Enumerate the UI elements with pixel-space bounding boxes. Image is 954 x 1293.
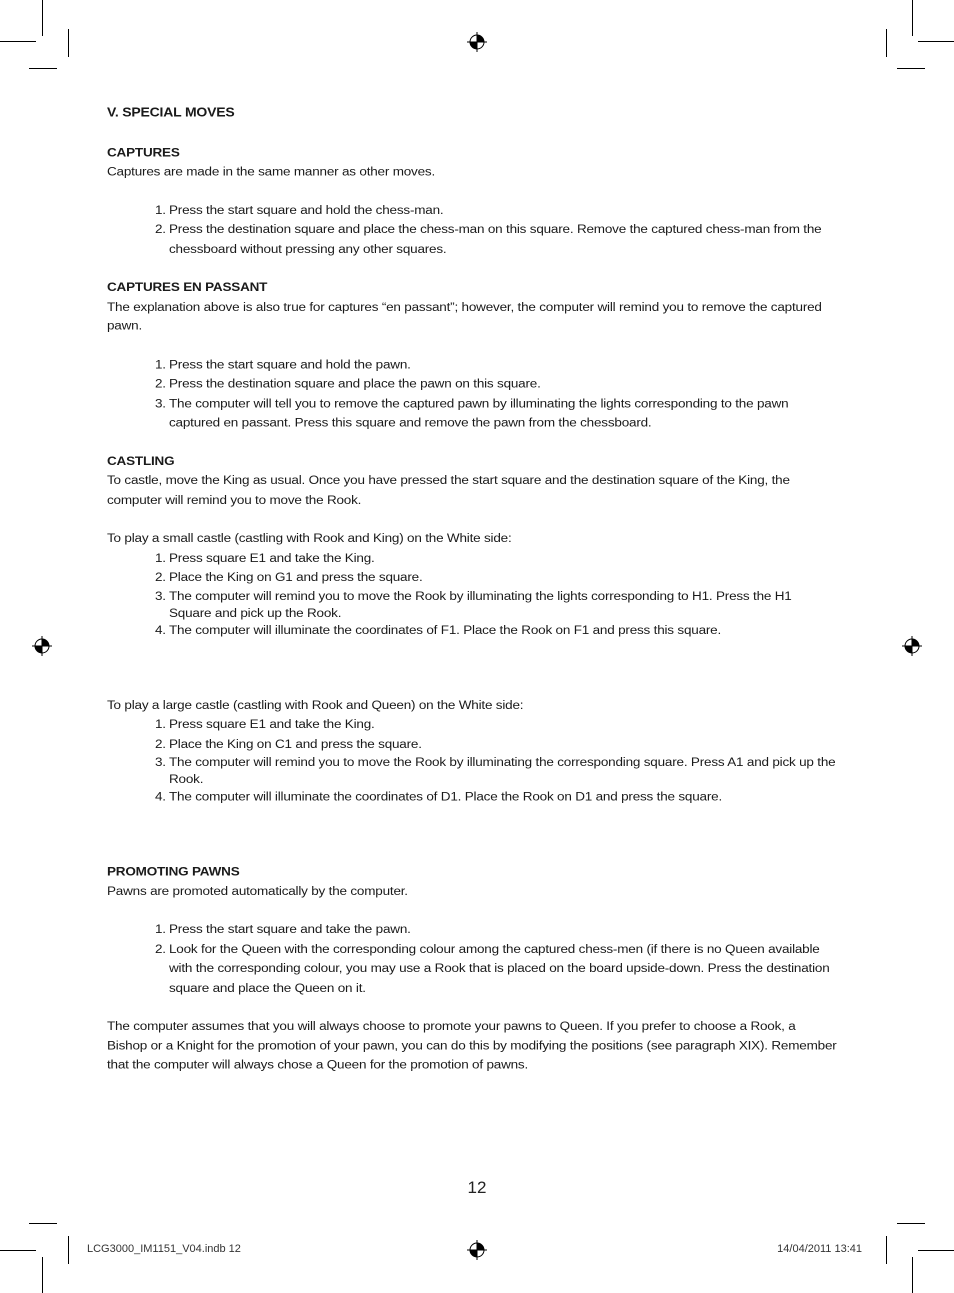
captures-intro: Captures are made in the same manner as other moves. <box>107 164 436 178</box>
crop-mark <box>912 0 913 36</box>
crop-mark <box>897 1223 925 1224</box>
list-item: 1. Press the start square and hold the pawn. <box>155 357 411 371</box>
crop-mark <box>68 29 69 57</box>
registration-mark-icon <box>467 32 487 52</box>
list-item: 1. Press the start square and take the pawn. <box>155 922 411 936</box>
slug-filename: LCG3000_IM1151_V04.indb 12 <box>87 1243 241 1255</box>
list-item: 2. Look for the Queen with the corresponding colour among the captured chess-men (if there is no Queen available with the corresponding colour, you may use a Rook that is placed on the board upside-down. Press the destination square and place the Queen on it. <box>155 941 830 995</box>
registration-mark-icon <box>902 636 922 656</box>
crop-mark <box>886 1236 887 1264</box>
list-item: 1. Press the start square and hold the chess-man. <box>155 202 444 217</box>
crop-mark <box>897 68 925 69</box>
crop-mark <box>0 41 36 42</box>
small-castle-steps <box>107 548 837 638</box>
castling-intro: To castle, move the King as usual. Once you have pressed the start square and the destination square of the King, the computer will remind you to move the Rook. <box>107 473 790 507</box>
crop-mark <box>29 1223 57 1224</box>
list-item: 1. Press square E1 and take the King. <box>155 550 375 565</box>
promoting-closing: The computer assumes that you will always choose to promote your pawns to Queen. If you prefer to choose a Rook, a Bishop or a Knight for the promotion of your pawn, you can do this by modifying the positions (see paragraph XIX). Remember that the computer will always chose a Queen for the promotion of pawns. <box>107 1018 837 1072</box>
en-passant-heading: CAPTURES EN PASSANT <box>107 280 268 294</box>
castling-heading: CASTLING <box>107 453 175 468</box>
list-item: 2. Press the destination square and place the pawn on this square. <box>155 376 541 391</box>
list-item: 3. The computer will remind you to move the Rook by illuminating the corresponding square. Press A1 and pick up the Rook. <box>155 755 836 786</box>
list-item: 1. Press square E1 and take the King. <box>155 717 375 731</box>
captures-steps <box>107 200 837 258</box>
list-item: 2. Place the King on C1 and press the square. <box>155 736 422 751</box>
crop-mark <box>68 1236 69 1264</box>
section-title: V. SPECIAL MOVES <box>107 104 235 120</box>
promoting-intro: Pawns are promoted automatically by the computer. <box>107 883 408 898</box>
large-castle-intro: To play a large castle (castling with Rook and Queen) on the White side: <box>107 697 524 712</box>
list-item: 2. Press the destination square and place the chess-man on this square. Remove the captured chess-man from the chessboard without pressing any other squares. <box>155 222 822 256</box>
promoting-heading: PROMOTING PAWNS <box>107 864 240 879</box>
registration-mark-icon <box>467 1240 487 1260</box>
captures-heading: CAPTURES <box>107 145 180 159</box>
list-item: 3. The computer will remind you to move the Rook by illuminating the lights corresponding to H1. Press the H1 Square and pick up the Rook. <box>155 588 792 620</box>
registration-mark-icon <box>32 636 52 656</box>
list-item: 3. The computer will tell you to remove the captured pawn by illuminating the lights corresponding to the pawn captured en passant. Press this square and remove the pawn from the chessboard. <box>155 396 789 430</box>
large-castle-steps <box>107 715 837 805</box>
slug-timestamp: 14/04/2011 13:41 <box>777 1243 862 1255</box>
crop-mark <box>912 1257 913 1293</box>
crop-mark <box>918 1250 954 1251</box>
crop-mark <box>918 41 954 42</box>
en-passant-steps <box>107 355 837 433</box>
list-item: 2. Place the King on G1 and press the square. <box>155 570 423 584</box>
small-castle-intro: To play a small castle (castling with Rook and King) on the White side: <box>107 531 512 545</box>
crop-mark <box>886 29 887 57</box>
crop-mark <box>0 1250 36 1251</box>
promoting-steps <box>107 920 837 998</box>
list-item: 4. The computer will illuminate the coordinates of D1. Place the Rook on D1 and press the square. <box>155 789 723 804</box>
en-passant-intro: The explanation above is also true for captures “en passant”; however, the computer will remind you to remove the captured pawn. <box>107 299 822 333</box>
page-number: 12 <box>467 1178 487 1197</box>
crop-mark <box>42 1257 43 1293</box>
crop-mark <box>42 0 43 36</box>
list-item: 4. The computer will illuminate the coordinates of F1. Place the Rook on F1 and press this square. <box>155 622 722 637</box>
crop-mark <box>29 68 57 69</box>
document-body <box>107 103 837 1075</box>
